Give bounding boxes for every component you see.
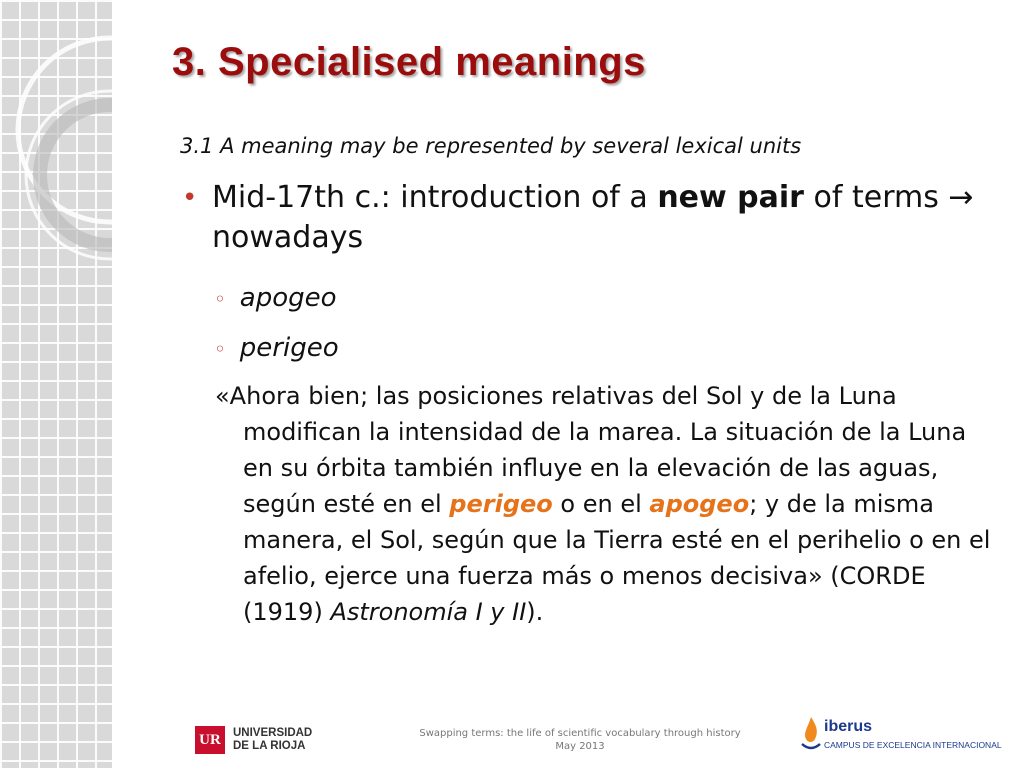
quote-text-3: ; y de la misma manera, el Sol, según que la Tierra esté en el perihelio o en el afelio, ejerce una fuerza más o menos decisiva» (CORDE (1919) <box>243 490 991 626</box>
quote-text-4: ). <box>526 598 544 626</box>
flame-icon <box>800 714 822 752</box>
ur-logo-line1: UNIVERSIDAD <box>233 727 313 739</box>
universidad-la-rioja-logo <box>195 726 312 754</box>
citation-quote <box>215 378 1003 630</box>
highlight-apogeo: apogeo <box>649 490 750 518</box>
iberus-tagline: CAMPUS DE EXCELENCIA INTERNACIONAL <box>824 740 1002 750</box>
quote-source-title: Astronomía I y II <box>330 598 527 626</box>
ur-logo-line2: DE LA RIOJA <box>233 740 306 752</box>
footer-date: May 2013 <box>555 741 605 752</box>
main-bullet <box>182 178 982 258</box>
slide-subtitle: 3.1 A meaning may be represented by several lexical units <box>180 134 802 158</box>
quote-text-1: «Ahora bien; las posiciones relativas del Sol y de la Luna modifican la intensidad de la marea. La situación de la Luna en su órbita también influye en la elevación de las aguas, según esté en el <box>215 382 967 518</box>
sub-item-label: perigeo <box>239 333 339 363</box>
sub-item-perigeo <box>214 333 339 363</box>
decorative-arcs <box>0 0 112 768</box>
circle-bullet-icon: ◦ <box>214 287 226 311</box>
bullet-text <box>212 178 982 258</box>
bullet-marker: • <box>182 183 198 213</box>
sub-item-apogeo <box>214 283 337 313</box>
iberus-logo <box>800 714 1002 754</box>
quote-text-2: o en el <box>552 490 650 518</box>
bullet-text-part2: of terms → nowadays <box>212 180 974 255</box>
slide-title: 3. Specialised meanings <box>172 40 646 84</box>
sub-item-label: apogeo <box>239 283 337 313</box>
bullet-text-bold: new pair <box>657 180 804 215</box>
footer-caption <box>380 727 780 753</box>
ur-logo-text <box>233 727 312 753</box>
footer-title: Swapping terms: the life of scientific vocabulary through history <box>419 728 741 739</box>
bullet-text-part1: Mid-17th c.: introduction of a <box>212 180 658 215</box>
highlight-perigeo: perigeo <box>449 490 553 518</box>
iberus-name: iberus <box>824 718 873 735</box>
circle-bullet-icon: ◦ <box>214 337 226 361</box>
ur-logo-mark: UR <box>195 726 225 754</box>
decorative-sidebar <box>0 0 112 768</box>
